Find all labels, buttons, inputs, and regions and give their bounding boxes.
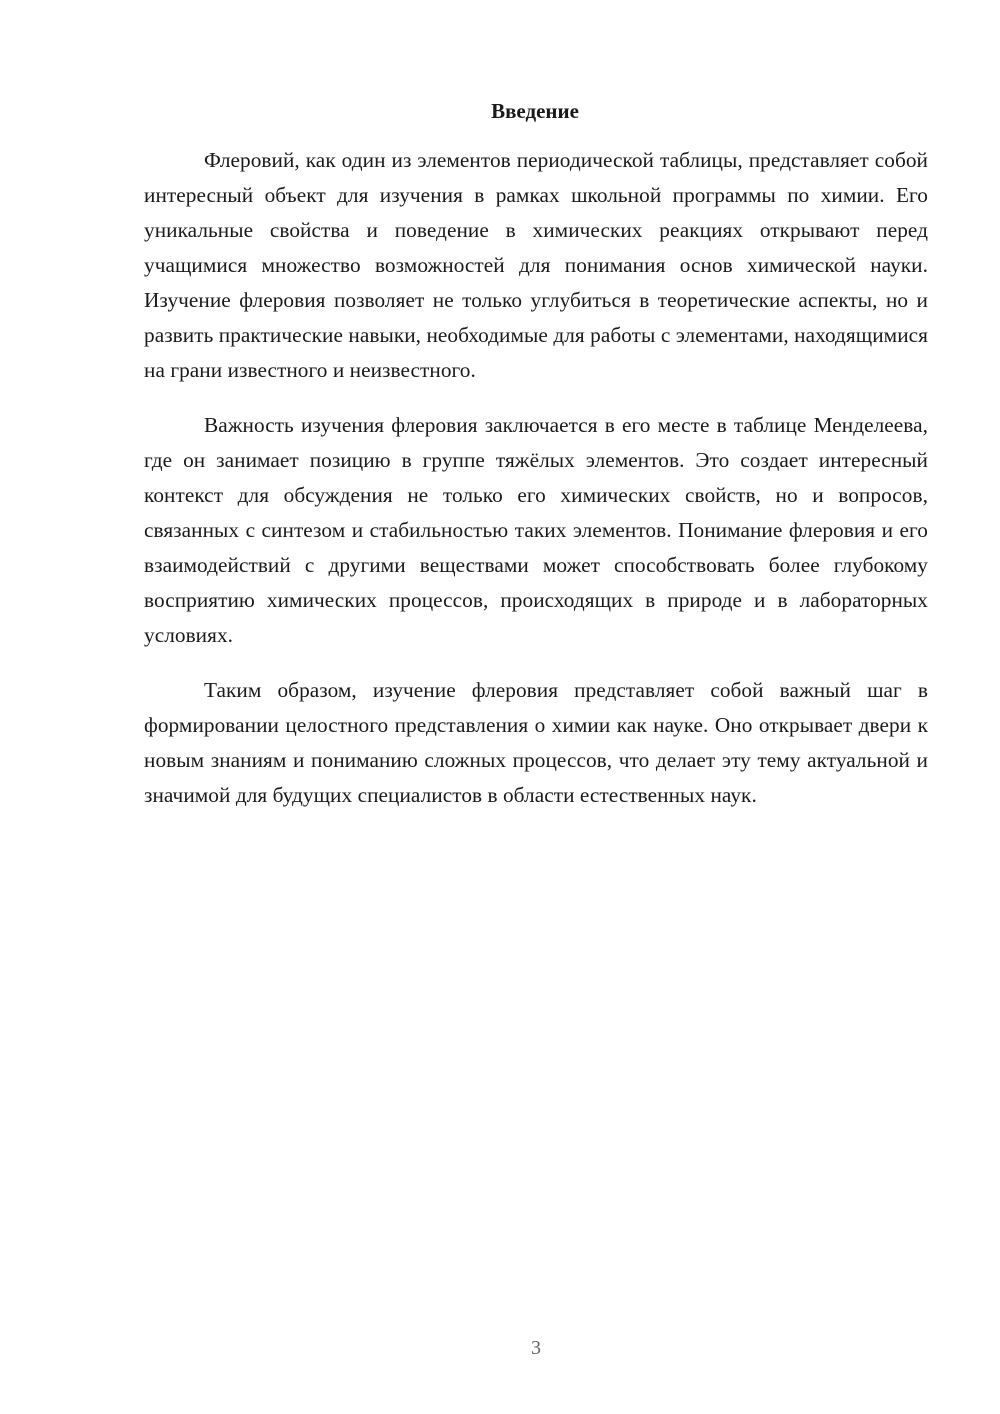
- section-title: Введение: [491, 99, 579, 123]
- body-text: [144, 143, 928, 833]
- paragraph-1: Флеровий, как один из элементов периодической таблицы, представляет собой интересный объект для изучения в рамках школьной программы по химии. Его уникальные свойства и поведение в химических реакциях открывают перед учащимися множество возможностей для понимания основ химической науки. Изучение флеровия позволяет не только углубиться в теоретические аспекты, но и развить практические навыки, необходимые для работы с элементами, находящимися на грани известного и неизвестного.: [144, 148, 928, 382]
- paragraph-2: Важность изучения флеровия заключается в его месте в таблице Менделеева, где он занимает позицию в группе тяжёлых элементов. Это создает интересный контекст для обсуждения не только его химических свойств, но и вопросов, связанных с синтезом и стабильностью таких элементов. Понимание флеровия и его взаимодействий с другими веществами может способствовать более глубокому восприятию химических процессов, происходящих в природе и в лабораторных условиях.: [144, 413, 928, 647]
- paragraph-3: Таким образом, изучение флеровия представляет собой важный шаг в формировании целостного представления о химии как науке. Оно открывает двери к новым знаниям и пониманию сложных процессов, что делает эту тему актуальной и значимой для будущих специалистов в области естественных наук.: [144, 678, 928, 807]
- page-number: 3: [531, 1337, 541, 1359]
